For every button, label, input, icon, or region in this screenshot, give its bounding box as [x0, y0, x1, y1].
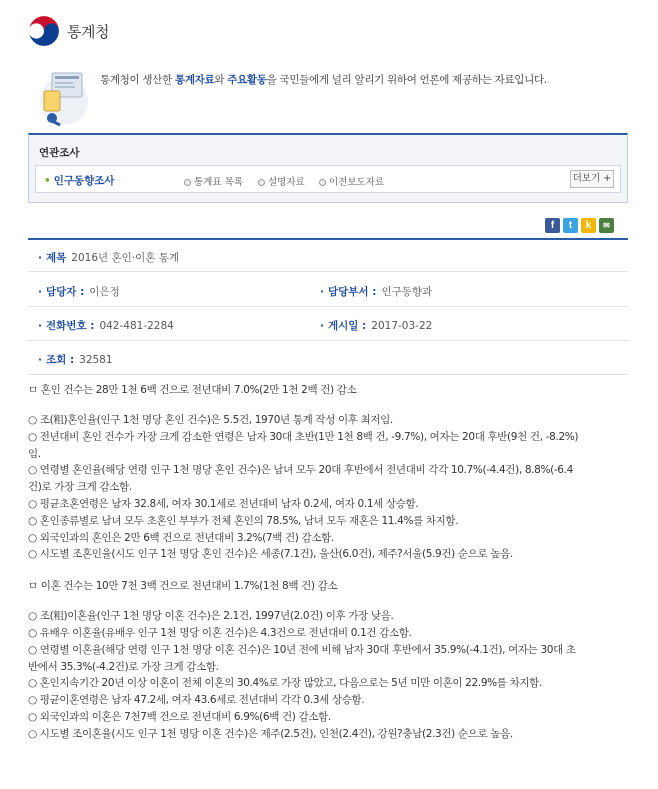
- intro-text: [100, 72, 547, 87]
- meta-phone-label: · 전화번호 :: [38, 320, 94, 332]
- marriage-section-heading: ㅁ 혼인 건수는 28만 1천 6백 건으로 전년대비 7.0%(2만 1천 2백 건) 감소: [28, 384, 357, 396]
- meta-dept-label: · 담당부서 :: [320, 286, 376, 298]
- related-main-link[interactable]: [44, 173, 115, 188]
- marriage-line: ○ 평균초혼연령은 남자 32.8세, 여자 30.1세로 전년대비 남자 0.2세, 여자 0.1세 상승함.: [28, 497, 419, 510]
- meta-views-value: 32581: [79, 354, 113, 366]
- related-link-label: 설명자료: [268, 177, 305, 188]
- marriage-line: ○ 혼인종류별로 남녀 모두 초혼인 부부가 전체 혼인의 78.5%, 남녀 모두 재혼은 11.4%를 차지함.: [28, 514, 459, 527]
- marriage-line: ○ 조(粗)혼인율(인구 1천 명당 혼인 건수)은 5.5건, 1970년 통계 작성 이후 최저임.: [28, 414, 393, 426]
- org-name: 통계청: [67, 22, 109, 41]
- related-survey-box: [35, 165, 621, 193]
- taegeuk-logo-icon: [27, 14, 61, 48]
- divorce-line: ○ 혼인지속기간 20년 이상 이혼이 전체 이혼의 30.4%로 가장 많았고, 다음으로는 5년 미만 이혼이 22.9%를 차지함.: [28, 677, 542, 690]
- intro-highlight-activities: 주요활동: [227, 74, 267, 86]
- marriage-line: ○ 외국인과의 혼인은 2만 6백 건으로 전년대비 3.2%(7백 건) 감소함.: [28, 531, 334, 544]
- marriage-line: ○ 연령별 혼인율(해당 연령 인구 1천 명당 혼인 건수)은 남녀 모두 20대 후반에서 전년대비 각각 10.7%(-4.4건), 8.8%(-6.4: [28, 464, 573, 477]
- divorce-line: ○ 시도별 조이혼율(시도 인구 1천 명당 이혼 건수)은 제주(2.5건), 인천(2.4건), 강원?충남(2.3건) 순으로 높음.: [28, 727, 513, 740]
- intro-text-after: 을 국민들에게 널리 알리기 위하여 언론에 제공하는 자료입니다.: [266, 74, 547, 86]
- twitter-share-icon[interactable]: t: [563, 218, 578, 233]
- meta-title-value: 2016년 혼인·이혼 통계: [71, 252, 180, 264]
- meta-phone-value: 042-481-2284: [99, 320, 174, 332]
- meta-dept-value: 인구동향과: [381, 286, 433, 298]
- meta-manager-value: 이은정: [89, 286, 120, 298]
- circle-bullet-icon: [184, 179, 191, 186]
- intro-banner: [38, 63, 638, 133]
- bullet-icon: •: [44, 175, 51, 187]
- meta-manager-label: · 담당자 :: [38, 286, 84, 298]
- marriage-line: 임.: [28, 447, 41, 460]
- email-share-icon[interactable]: ✉: [599, 218, 614, 233]
- marriage-line: ○ 시도별 조혼인율(시도 인구 1천 명당 혼인 건수)은 세종(7.1건), 울산(6.0건), 제주?서울(5.9건) 순으로 높음.: [28, 548, 513, 561]
- meta-row-phone: [28, 308, 628, 341]
- facebook-share-icon[interactable]: f: [545, 218, 560, 233]
- meta-phone: [38, 318, 174, 333]
- more-button[interactable]: 더보기 +: [570, 170, 614, 188]
- related-survey-title: 연관조사: [39, 147, 80, 159]
- intro-text-before: 통계청이 생산한: [100, 74, 175, 86]
- related-link-label: 이전보도자료: [329, 177, 385, 188]
- related-main-link-label: 인구동향조사: [53, 175, 115, 187]
- divorce-line: ○ 유배우 이혼율(유배우 인구 1천 명당 이혼 건수)은 4.3건으로 전년대비 0.1건 감소함.: [28, 626, 412, 639]
- divorce-line: ○ 연령별 이혼율(해당 연령 인구 1천 명당 이혼 건수)은 10년 전에 비해 남자 30대 후반에서 35.9%(-4.1건), 여자는 30대 초: [28, 643, 576, 656]
- intro-highlight-stats: 통계자료: [174, 74, 215, 86]
- meta-posted: [320, 318, 432, 333]
- divorce-line: ○ 외국인과의 이혼은 7천7백 건으로 전년대비 6.9%(6백 건) 감소함.: [28, 710, 331, 723]
- meta-posted-value: 2017-03-22: [371, 320, 433, 332]
- related-link-label: 통계표 목록: [194, 177, 243, 188]
- divorce-line: 반에서 35.3%(-4.2건)로 가장 크게 감소함.: [28, 660, 219, 673]
- related-link-stat-tables[interactable]: [184, 174, 243, 188]
- kakaostory-share-icon[interactable]: k: [581, 218, 596, 233]
- related-link-explanation[interactable]: [258, 174, 305, 188]
- circle-bullet-icon: [258, 179, 265, 186]
- related-link-previous-releases[interactable]: [319, 174, 384, 188]
- related-survey-panel: [28, 133, 628, 203]
- press-release-body: [28, 383, 640, 743]
- meta-row-manager: [28, 273, 628, 307]
- divorce-section-heading: ㅁ 이혼 건수는 10만 7천 3백 건으로 전년대비 1.7%(1천 8백 건) 감소: [28, 580, 338, 593]
- meta-views: [38, 352, 113, 367]
- section-gap: [28, 563, 640, 579]
- circle-bullet-icon: [319, 179, 326, 186]
- divorce-line: ○ 평균이혼연령은 남자 47.2세, 여자 43.6세로 전년대비 각각 0.3세 상승함.: [28, 694, 365, 707]
- meta-manager: [38, 284, 120, 299]
- marriage-line: ○ 전년대비 혼인 건수가 가장 크게 감소한 연령은 남자 30대 초반(1만 1천 8백 건, -9.7%), 여자는 20대 후반(9천 건, -8.2%): [28, 430, 579, 443]
- meta-dept: [320, 284, 432, 299]
- share-toolbar: [545, 218, 614, 233]
- meta-views-label: · 조회 :: [38, 354, 74, 366]
- meta-title-label: · 제목: [38, 252, 66, 264]
- intro-text-mid: 와: [214, 74, 228, 86]
- meta-title: [38, 250, 179, 265]
- org-logo[interactable]: [27, 14, 109, 48]
- meta-posted-label: · 게시일 :: [320, 320, 366, 332]
- marriage-line: 건)로 가장 크게 감소함.: [28, 481, 132, 494]
- divorce-line: ○ 조(粗)이혼율(인구 1천 명당 이혼 건수)은 2.1건, 1997년(2.0건) 이후 가장 낮음.: [28, 610, 394, 623]
- press-release-illustration-icon: [38, 63, 92, 129]
- meta-row-views: [28, 342, 628, 375]
- meta-row-title: [28, 240, 628, 272]
